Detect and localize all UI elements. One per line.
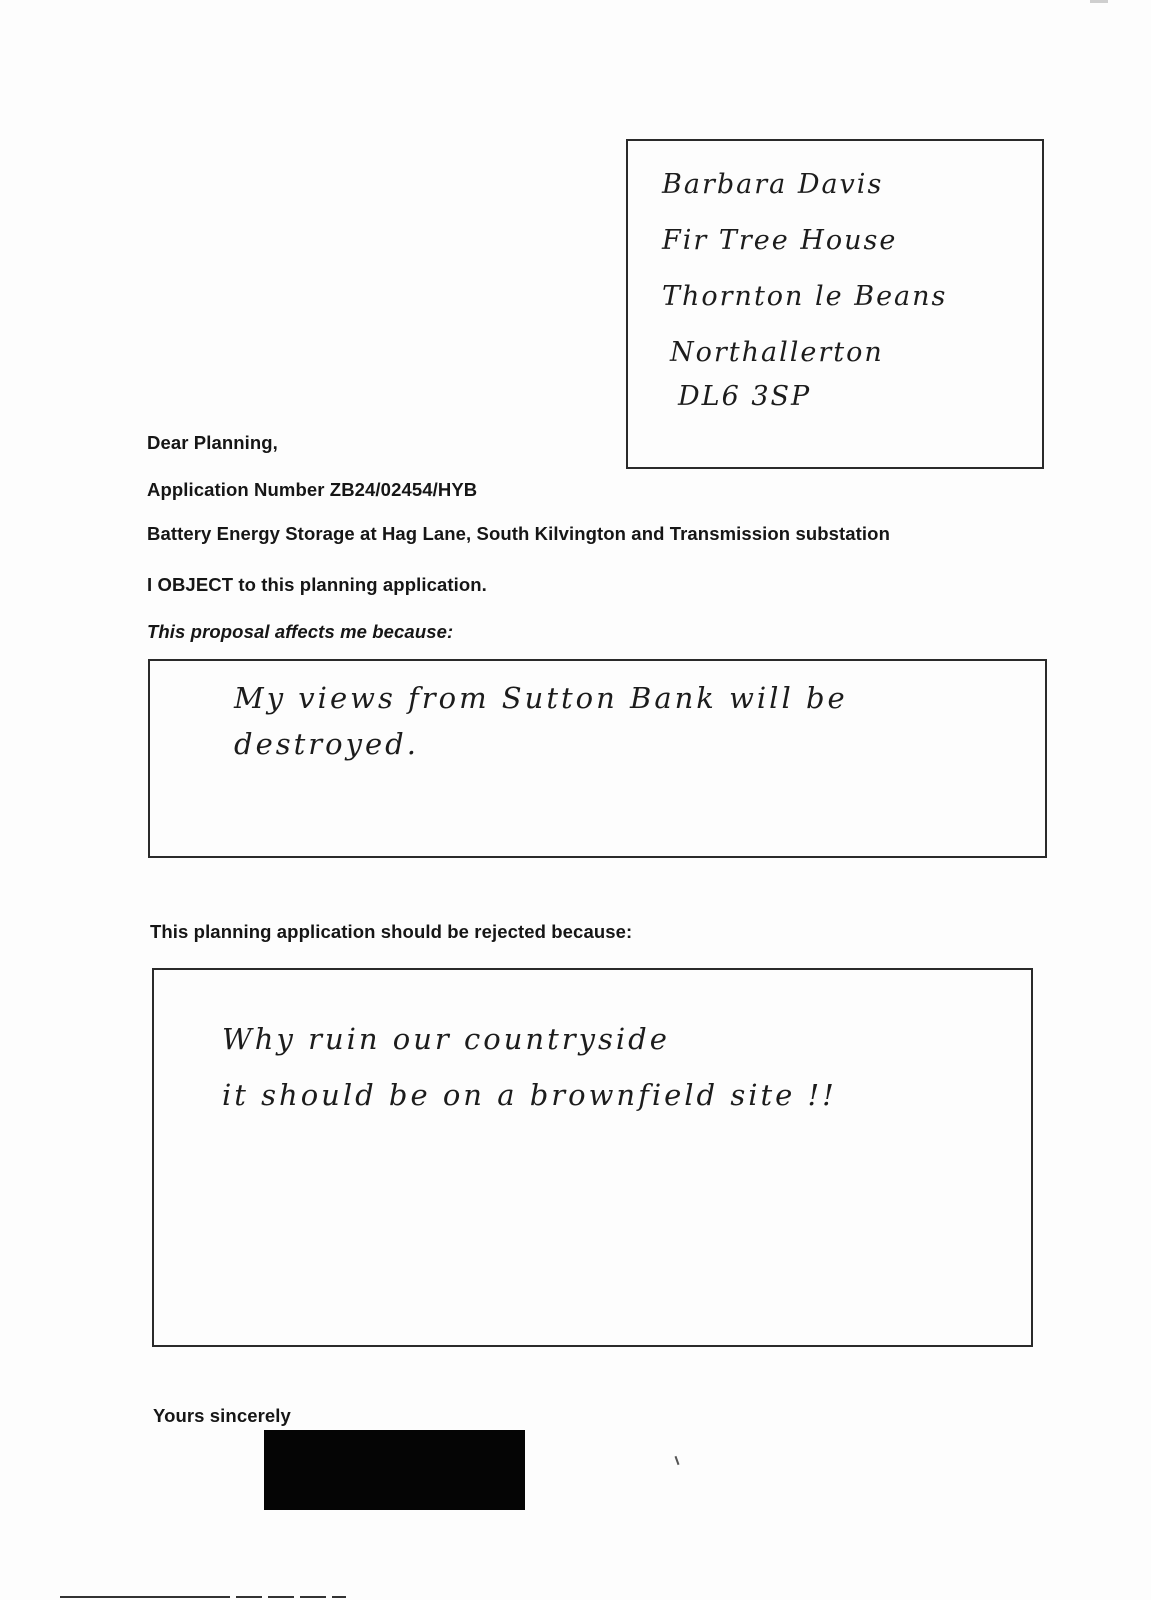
application-subject: Battery Energy Storage at Hag Lane, South Kilvington and Transmission substation bbox=[147, 523, 890, 544]
affects-response-box bbox=[148, 659, 1047, 858]
footer-rule-segment bbox=[300, 1596, 326, 1598]
affects-label: This proposal affects me because: bbox=[147, 621, 454, 642]
rejected-text-line-2: it should be on a brownfield site !! bbox=[222, 1078, 837, 1112]
footer-rule-segment bbox=[236, 1596, 262, 1598]
address-village: Thornton le Beans bbox=[662, 281, 948, 312]
affects-text-line-2: destroyed. bbox=[234, 727, 419, 761]
address-postcode: DL6 3SP bbox=[678, 381, 812, 412]
redacted-signature bbox=[264, 1430, 525, 1510]
footer-rule-segment bbox=[268, 1596, 294, 1598]
affects-text-line-1: My views from Sutton Bank will be bbox=[234, 681, 848, 715]
address-name: Barbara Davis bbox=[662, 169, 884, 200]
application-number: Application Number ZB24/02454/HYB bbox=[147, 479, 478, 500]
scan-corner-mark bbox=[1090, 0, 1108, 3]
stray-pen-mark bbox=[675, 1456, 680, 1465]
rejected-text-line-1: Why ruin our countryside bbox=[222, 1022, 670, 1056]
address-box bbox=[626, 139, 1044, 469]
footer-rule bbox=[60, 1596, 230, 1598]
address-town: Northallerton bbox=[670, 337, 884, 368]
footer-rule-segment bbox=[332, 1596, 346, 1598]
salutation: Dear Planning, bbox=[147, 432, 278, 453]
closing: Yours sincerely bbox=[153, 1405, 291, 1426]
rejected-response-box bbox=[152, 968, 1033, 1347]
objection-statement: I OBJECT to this planning application. bbox=[147, 574, 487, 595]
rejected-label: This planning application should be rejected because: bbox=[150, 921, 633, 942]
address-house: Fir Tree House bbox=[662, 225, 898, 256]
